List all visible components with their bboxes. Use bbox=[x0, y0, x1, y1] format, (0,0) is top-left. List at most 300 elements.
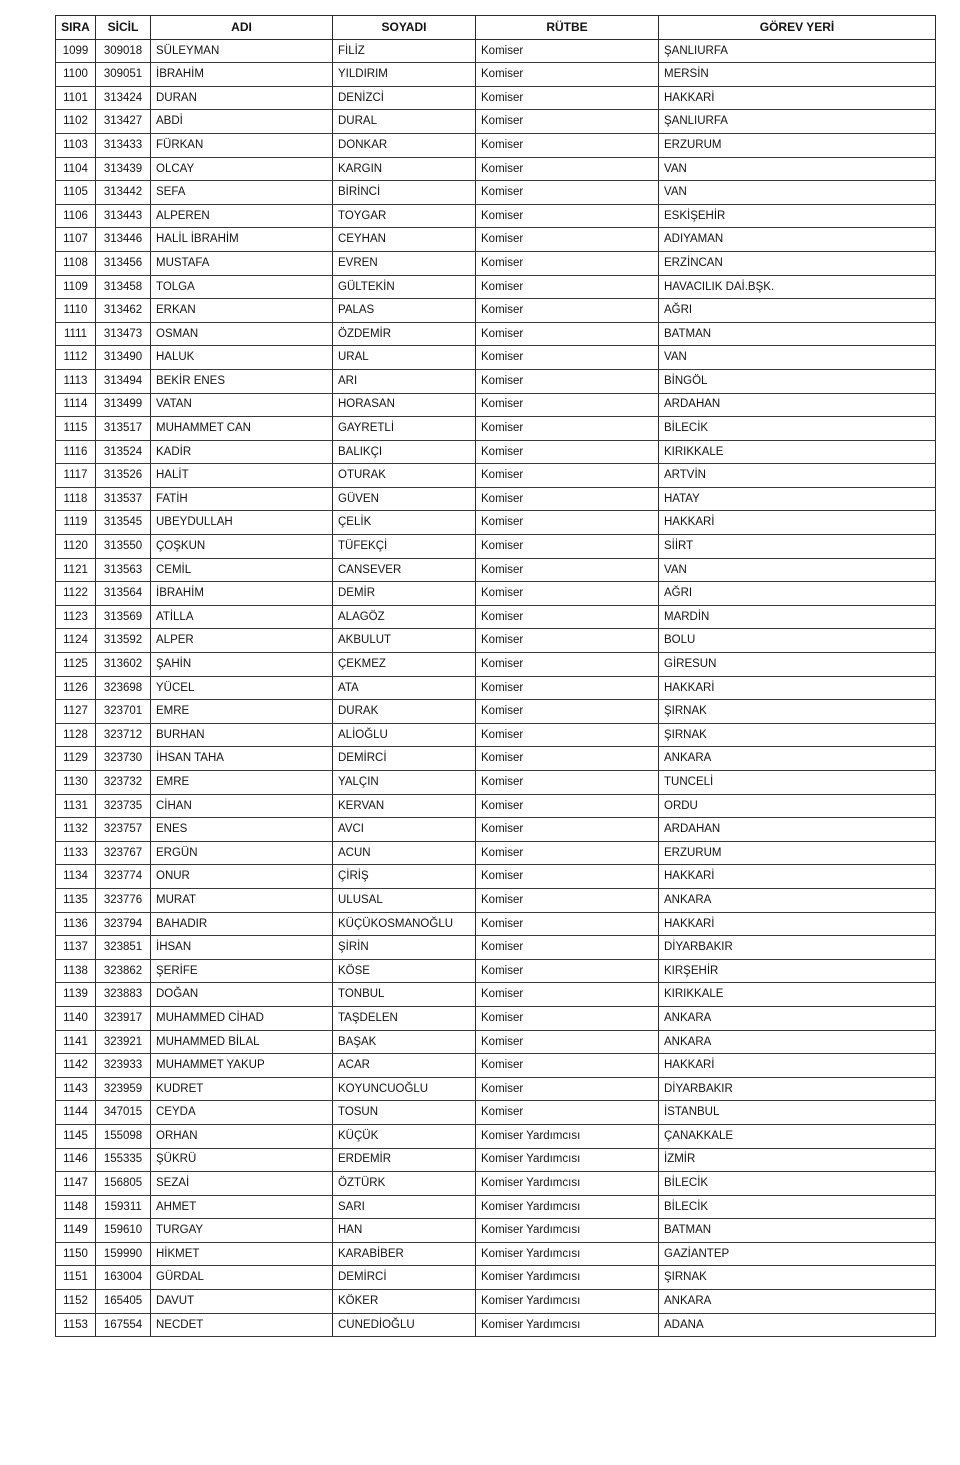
table-row bbox=[56, 1266, 936, 1290]
table-row bbox=[56, 63, 936, 87]
cell-rutbe: Komiser bbox=[476, 841, 659, 865]
cell-soyadi: ÖZTÜRK bbox=[333, 1172, 476, 1196]
table-row bbox=[56, 912, 936, 936]
cell-soyadi: ACUN bbox=[333, 841, 476, 865]
cell-gorev-yeri: DİYARBAKIR bbox=[659, 1077, 936, 1101]
cell-adi: HALUK bbox=[151, 346, 333, 370]
cell-soyadi: ÇELİK bbox=[333, 511, 476, 535]
cell-rutbe: Komiser bbox=[476, 865, 659, 889]
cell-soyadi: BALIKÇI bbox=[333, 440, 476, 464]
cell-sira: 1117 bbox=[56, 464, 96, 488]
cell-rutbe: Komiser Yardımcısı bbox=[476, 1124, 659, 1148]
cell-sicil: 323933 bbox=[96, 1054, 151, 1078]
cell-adi: İHSAN bbox=[151, 936, 333, 960]
cell-rutbe: Komiser bbox=[476, 747, 659, 771]
cell-gorev-yeri: ÇANAKKALE bbox=[659, 1124, 936, 1148]
cell-adi: TURGAY bbox=[151, 1219, 333, 1243]
cell-soyadi: DEMİR bbox=[333, 582, 476, 606]
cell-rutbe: Komiser bbox=[476, 228, 659, 252]
cell-gorev-yeri: ANKARA bbox=[659, 1006, 936, 1030]
cell-soyadi: KARGIN bbox=[333, 157, 476, 181]
cell-rutbe: Komiser bbox=[476, 299, 659, 323]
cell-gorev-yeri: ANKARA bbox=[659, 747, 936, 771]
cell-gorev-yeri: SİİRT bbox=[659, 535, 936, 559]
cell-rutbe: Komiser bbox=[476, 487, 659, 511]
cell-sira: 1127 bbox=[56, 700, 96, 724]
cell-rutbe: Komiser bbox=[476, 322, 659, 346]
cell-gorev-yeri: BİLECİK bbox=[659, 1195, 936, 1219]
cell-rutbe: Komiser bbox=[476, 794, 659, 818]
cell-rutbe: Komiser Yardımcısı bbox=[476, 1219, 659, 1243]
cell-soyadi: OTURAK bbox=[333, 464, 476, 488]
cell-sicil: 313592 bbox=[96, 629, 151, 653]
header-sicil: SİCİL bbox=[96, 16, 151, 40]
table-row bbox=[56, 723, 936, 747]
cell-soyadi: TOYGAR bbox=[333, 204, 476, 228]
cell-adi: TOLGA bbox=[151, 275, 333, 299]
cell-sira: 1111 bbox=[56, 322, 96, 346]
cell-sira: 1108 bbox=[56, 251, 96, 275]
cell-sicil: 313446 bbox=[96, 228, 151, 252]
table-row bbox=[56, 558, 936, 582]
cell-sicil: 323883 bbox=[96, 983, 151, 1007]
table-row bbox=[56, 841, 936, 865]
cell-sicil: 323712 bbox=[96, 723, 151, 747]
cell-sira: 1118 bbox=[56, 487, 96, 511]
cell-soyadi: AVCI bbox=[333, 818, 476, 842]
personnel-table bbox=[55, 15, 936, 1337]
cell-sira: 1103 bbox=[56, 133, 96, 157]
cell-soyadi: ALİOĞLU bbox=[333, 723, 476, 747]
cell-sicil: 323757 bbox=[96, 818, 151, 842]
cell-sicil: 313473 bbox=[96, 322, 151, 346]
cell-soyadi: KERVAN bbox=[333, 794, 476, 818]
cell-sira: 1114 bbox=[56, 393, 96, 417]
cell-soyadi: DENİZCİ bbox=[333, 86, 476, 110]
cell-soyadi: ATA bbox=[333, 676, 476, 700]
cell-sicil: 313442 bbox=[96, 181, 151, 205]
cell-sira: 1134 bbox=[56, 865, 96, 889]
cell-sicil: 313517 bbox=[96, 417, 151, 441]
cell-sicil: 323851 bbox=[96, 936, 151, 960]
table-row bbox=[56, 417, 936, 441]
cell-gorev-yeri: ARDAHAN bbox=[659, 818, 936, 842]
cell-rutbe: Komiser bbox=[476, 181, 659, 205]
cell-soyadi: TÜFEKÇİ bbox=[333, 535, 476, 559]
cell-soyadi: CUNEDİOĞLU bbox=[333, 1313, 476, 1337]
cell-gorev-yeri: MERSİN bbox=[659, 63, 936, 87]
cell-gorev-yeri: ARTVİN bbox=[659, 464, 936, 488]
cell-adi: CİHAN bbox=[151, 794, 333, 818]
cell-rutbe: Komiser bbox=[476, 535, 659, 559]
cell-adi: BURHAN bbox=[151, 723, 333, 747]
cell-sicil: 165405 bbox=[96, 1290, 151, 1314]
cell-adi: ALPER bbox=[151, 629, 333, 653]
cell-soyadi: TAŞDELEN bbox=[333, 1006, 476, 1030]
cell-adi: MURAT bbox=[151, 888, 333, 912]
cell-gorev-yeri: ŞANLIURFA bbox=[659, 39, 936, 63]
cell-rutbe: Komiser bbox=[476, 133, 659, 157]
cell-sicil: 159990 bbox=[96, 1242, 151, 1266]
cell-gorev-yeri: ERZURUM bbox=[659, 841, 936, 865]
cell-rutbe: Komiser bbox=[476, 275, 659, 299]
cell-soyadi: KÜÇÜKOSMANOĞLU bbox=[333, 912, 476, 936]
cell-soyadi: ÇEKMEZ bbox=[333, 653, 476, 677]
cell-rutbe: Komiser bbox=[476, 39, 659, 63]
table-row bbox=[56, 228, 936, 252]
cell-sicil: 313490 bbox=[96, 346, 151, 370]
cell-sira: 1126 bbox=[56, 676, 96, 700]
cell-soyadi: DEMİRCİ bbox=[333, 1266, 476, 1290]
cell-rutbe: Komiser bbox=[476, 204, 659, 228]
cell-gorev-yeri: HAKKARİ bbox=[659, 865, 936, 889]
cell-gorev-yeri: BİLECİK bbox=[659, 417, 936, 441]
cell-adi: MUHAMMET CAN bbox=[151, 417, 333, 441]
cell-adi: UBEYDULLAH bbox=[151, 511, 333, 535]
cell-adi: DOĞAN bbox=[151, 983, 333, 1007]
cell-gorev-yeri: ANKARA bbox=[659, 1290, 936, 1314]
cell-sicil: 323959 bbox=[96, 1077, 151, 1101]
header-sira: SIRA bbox=[56, 16, 96, 40]
cell-adi: OLCAY bbox=[151, 157, 333, 181]
cell-soyadi: ERDEMİR bbox=[333, 1148, 476, 1172]
cell-sicil: 309018 bbox=[96, 39, 151, 63]
cell-sicil: 156805 bbox=[96, 1172, 151, 1196]
cell-soyadi: PALAS bbox=[333, 299, 476, 323]
cell-sicil: 159311 bbox=[96, 1195, 151, 1219]
table-row bbox=[56, 369, 936, 393]
table-row bbox=[56, 771, 936, 795]
cell-soyadi: ÖZDEMİR bbox=[333, 322, 476, 346]
cell-adi: ŞERİFE bbox=[151, 959, 333, 983]
cell-sira: 1130 bbox=[56, 771, 96, 795]
cell-gorev-yeri: ŞIRNAK bbox=[659, 1266, 936, 1290]
cell-adi: ORHAN bbox=[151, 1124, 333, 1148]
cell-sicil: 159610 bbox=[96, 1219, 151, 1243]
cell-sira: 1101 bbox=[56, 86, 96, 110]
cell-adi: ÇOŞKUN bbox=[151, 535, 333, 559]
cell-gorev-yeri: ŞIRNAK bbox=[659, 723, 936, 747]
cell-rutbe: Komiser bbox=[476, 1006, 659, 1030]
cell-sira: 1132 bbox=[56, 818, 96, 842]
table-row bbox=[56, 1290, 936, 1314]
cell-gorev-yeri: ORDU bbox=[659, 794, 936, 818]
table-row bbox=[56, 1148, 936, 1172]
cell-rutbe: Komiser Yardımcısı bbox=[476, 1242, 659, 1266]
cell-sira: 1144 bbox=[56, 1101, 96, 1125]
cell-sicil: 313427 bbox=[96, 110, 151, 134]
cell-adi: GÜRDAL bbox=[151, 1266, 333, 1290]
cell-rutbe: Komiser bbox=[476, 346, 659, 370]
cell-rutbe: Komiser Yardımcısı bbox=[476, 1313, 659, 1337]
table-row bbox=[56, 110, 936, 134]
table-row bbox=[56, 511, 936, 535]
cell-sicil: 167554 bbox=[96, 1313, 151, 1337]
cell-sira: 1116 bbox=[56, 440, 96, 464]
cell-sicil: 313433 bbox=[96, 133, 151, 157]
cell-soyadi: FİLİZ bbox=[333, 39, 476, 63]
table-row bbox=[56, 275, 936, 299]
cell-soyadi: ARI bbox=[333, 369, 476, 393]
table-row bbox=[56, 1313, 936, 1337]
cell-adi: HALİL İBRAHİM bbox=[151, 228, 333, 252]
cell-sicil: 323917 bbox=[96, 1006, 151, 1030]
cell-sira: 1119 bbox=[56, 511, 96, 535]
cell-adi: SÜLEYMAN bbox=[151, 39, 333, 63]
cell-sira: 1142 bbox=[56, 1054, 96, 1078]
cell-adi: CEYDA bbox=[151, 1101, 333, 1125]
cell-sira: 1100 bbox=[56, 63, 96, 87]
header-adi: ADI bbox=[151, 16, 333, 40]
cell-sira: 1137 bbox=[56, 936, 96, 960]
cell-sicil: 163004 bbox=[96, 1266, 151, 1290]
cell-sira: 1124 bbox=[56, 629, 96, 653]
cell-adi: ALPEREN bbox=[151, 204, 333, 228]
table-row bbox=[56, 888, 936, 912]
table-row bbox=[56, 440, 936, 464]
table-row bbox=[56, 794, 936, 818]
cell-gorev-yeri: KIRIKKALE bbox=[659, 983, 936, 1007]
cell-sicil: 313443 bbox=[96, 204, 151, 228]
cell-adi: İHSAN TAHA bbox=[151, 747, 333, 771]
cell-gorev-yeri: HAVACILIK DAİ.BŞK. bbox=[659, 275, 936, 299]
cell-sira: 1131 bbox=[56, 794, 96, 818]
cell-sicil: 313462 bbox=[96, 299, 151, 323]
cell-soyadi: GÜVEN bbox=[333, 487, 476, 511]
cell-soyadi: TONBUL bbox=[333, 983, 476, 1007]
cell-sira: 1105 bbox=[56, 181, 96, 205]
cell-adi: HALİT bbox=[151, 464, 333, 488]
cell-sira: 1153 bbox=[56, 1313, 96, 1337]
cell-gorev-yeri: HAKKARİ bbox=[659, 676, 936, 700]
table-row bbox=[56, 605, 936, 629]
cell-soyadi: ALAGÖZ bbox=[333, 605, 476, 629]
table-row bbox=[56, 299, 936, 323]
table-row bbox=[56, 157, 936, 181]
table-row bbox=[56, 39, 936, 63]
cell-gorev-yeri: VAN bbox=[659, 346, 936, 370]
cell-rutbe: Komiser bbox=[476, 1030, 659, 1054]
cell-sicil: 313602 bbox=[96, 653, 151, 677]
cell-soyadi: KOYUNCUOĞLU bbox=[333, 1077, 476, 1101]
cell-gorev-yeri: ARDAHAN bbox=[659, 393, 936, 417]
cell-sicil: 323767 bbox=[96, 841, 151, 865]
cell-rutbe: Komiser Yardımcısı bbox=[476, 1195, 659, 1219]
cell-soyadi: DONKAR bbox=[333, 133, 476, 157]
cell-gorev-yeri: ŞIRNAK bbox=[659, 700, 936, 724]
cell-adi: KUDRET bbox=[151, 1077, 333, 1101]
cell-soyadi: DEMİRCİ bbox=[333, 747, 476, 771]
table-row bbox=[56, 464, 936, 488]
cell-adi: MUHAMMED BİLAL bbox=[151, 1030, 333, 1054]
cell-sira: 1109 bbox=[56, 275, 96, 299]
cell-sicil: 313564 bbox=[96, 582, 151, 606]
table-row bbox=[56, 1054, 936, 1078]
cell-gorev-yeri: ADANA bbox=[659, 1313, 936, 1337]
table-row bbox=[56, 865, 936, 889]
cell-sicil: 313499 bbox=[96, 393, 151, 417]
table-row bbox=[56, 1101, 936, 1125]
cell-sicil: 313524 bbox=[96, 440, 151, 464]
cell-gorev-yeri: BATMAN bbox=[659, 1219, 936, 1243]
cell-adi: ABDİ bbox=[151, 110, 333, 134]
cell-sicil: 155335 bbox=[96, 1148, 151, 1172]
cell-rutbe: Komiser bbox=[476, 959, 659, 983]
cell-rutbe: Komiser bbox=[476, 653, 659, 677]
cell-sira: 1149 bbox=[56, 1219, 96, 1243]
cell-sira: 1145 bbox=[56, 1124, 96, 1148]
cell-soyadi: HORASAN bbox=[333, 393, 476, 417]
table-row bbox=[56, 346, 936, 370]
cell-sicil: 323732 bbox=[96, 771, 151, 795]
cell-soyadi: YALÇIN bbox=[333, 771, 476, 795]
table-row bbox=[56, 487, 936, 511]
table-row bbox=[56, 322, 936, 346]
table-row bbox=[56, 936, 936, 960]
table-row bbox=[56, 1077, 936, 1101]
cell-rutbe: Komiser bbox=[476, 369, 659, 393]
table-row bbox=[56, 535, 936, 559]
cell-rutbe: Komiser bbox=[476, 1101, 659, 1125]
cell-gorev-yeri: ŞANLIURFA bbox=[659, 110, 936, 134]
cell-sira: 1148 bbox=[56, 1195, 96, 1219]
table-row bbox=[56, 1172, 936, 1196]
cell-adi: EMRE bbox=[151, 771, 333, 795]
cell-gorev-yeri: GAZİANTEP bbox=[659, 1242, 936, 1266]
cell-gorev-yeri: HAKKARİ bbox=[659, 1054, 936, 1078]
cell-sicil: 313537 bbox=[96, 487, 151, 511]
cell-adi: BEKİR ENES bbox=[151, 369, 333, 393]
cell-sira: 1121 bbox=[56, 558, 96, 582]
cell-rutbe: Komiser bbox=[476, 464, 659, 488]
table-row bbox=[56, 983, 936, 1007]
cell-sicil: 323774 bbox=[96, 865, 151, 889]
cell-soyadi: DURAK bbox=[333, 700, 476, 724]
cell-sira: 1112 bbox=[56, 346, 96, 370]
cell-adi: BAHADIR bbox=[151, 912, 333, 936]
cell-sira: 1136 bbox=[56, 912, 96, 936]
table-row bbox=[56, 653, 936, 677]
cell-sicil: 313424 bbox=[96, 86, 151, 110]
header-row bbox=[56, 16, 936, 40]
cell-sicil: 323698 bbox=[96, 676, 151, 700]
cell-adi: CEMİL bbox=[151, 558, 333, 582]
cell-gorev-yeri: ERZURUM bbox=[659, 133, 936, 157]
cell-soyadi: YILDIRIM bbox=[333, 63, 476, 87]
table-body bbox=[56, 39, 936, 1337]
cell-sicil: 323730 bbox=[96, 747, 151, 771]
table-row bbox=[56, 204, 936, 228]
table-row bbox=[56, 676, 936, 700]
cell-rutbe: Komiser bbox=[476, 936, 659, 960]
cell-soyadi: ŞİRİN bbox=[333, 936, 476, 960]
cell-sicil: 323735 bbox=[96, 794, 151, 818]
cell-soyadi: ACAR bbox=[333, 1054, 476, 1078]
cell-sira: 1133 bbox=[56, 841, 96, 865]
cell-sicil: 323701 bbox=[96, 700, 151, 724]
cell-soyadi: ÇİRİŞ bbox=[333, 865, 476, 889]
cell-rutbe: Komiser bbox=[476, 818, 659, 842]
cell-rutbe: Komiser bbox=[476, 700, 659, 724]
cell-sicil: 313550 bbox=[96, 535, 151, 559]
cell-rutbe: Komiser bbox=[476, 440, 659, 464]
cell-sicil: 323794 bbox=[96, 912, 151, 936]
cell-sicil: 347015 bbox=[96, 1101, 151, 1125]
cell-sicil: 155098 bbox=[96, 1124, 151, 1148]
cell-gorev-yeri: ADIYAMAN bbox=[659, 228, 936, 252]
cell-rutbe: Komiser bbox=[476, 912, 659, 936]
table-row bbox=[56, 1219, 936, 1243]
cell-gorev-yeri: ANKARA bbox=[659, 1030, 936, 1054]
cell-rutbe: Komiser bbox=[476, 157, 659, 181]
cell-soyadi: KÖKER bbox=[333, 1290, 476, 1314]
cell-sira: 1146 bbox=[56, 1148, 96, 1172]
cell-soyadi: CEYHAN bbox=[333, 228, 476, 252]
cell-soyadi: EVREN bbox=[333, 251, 476, 275]
table-row bbox=[56, 251, 936, 275]
cell-adi: FATİH bbox=[151, 487, 333, 511]
cell-rutbe: Komiser bbox=[476, 771, 659, 795]
cell-sicil: 313439 bbox=[96, 157, 151, 181]
cell-gorev-yeri: KIRIKKALE bbox=[659, 440, 936, 464]
header-gorev-yeri: GÖREV YERİ bbox=[659, 16, 936, 40]
cell-adi: YÜCEL bbox=[151, 676, 333, 700]
cell-soyadi: TOSUN bbox=[333, 1101, 476, 1125]
cell-adi: ENES bbox=[151, 818, 333, 842]
cell-sira: 1120 bbox=[56, 535, 96, 559]
cell-sira: 1135 bbox=[56, 888, 96, 912]
cell-sira: 1150 bbox=[56, 1242, 96, 1266]
cell-adi: OSMAN bbox=[151, 322, 333, 346]
cell-sira: 1128 bbox=[56, 723, 96, 747]
cell-gorev-yeri: VAN bbox=[659, 558, 936, 582]
cell-sira: 1140 bbox=[56, 1006, 96, 1030]
cell-rutbe: Komiser Yardımcısı bbox=[476, 1148, 659, 1172]
cell-rutbe: Komiser bbox=[476, 251, 659, 275]
cell-gorev-yeri: ANKARA bbox=[659, 888, 936, 912]
cell-sicil: 323921 bbox=[96, 1030, 151, 1054]
cell-rutbe: Komiser bbox=[476, 723, 659, 747]
table-row bbox=[56, 1006, 936, 1030]
table-row bbox=[56, 393, 936, 417]
cell-adi: DAVUT bbox=[151, 1290, 333, 1314]
cell-sicil: 313545 bbox=[96, 511, 151, 535]
cell-adi: HİKMET bbox=[151, 1242, 333, 1266]
cell-sira: 1104 bbox=[56, 157, 96, 181]
cell-rutbe: Komiser bbox=[476, 511, 659, 535]
cell-gorev-yeri: HAKKARİ bbox=[659, 912, 936, 936]
cell-sira: 1107 bbox=[56, 228, 96, 252]
cell-sira: 1141 bbox=[56, 1030, 96, 1054]
cell-sicil: 309051 bbox=[96, 63, 151, 87]
cell-sira: 1143 bbox=[56, 1077, 96, 1101]
table-row bbox=[56, 133, 936, 157]
cell-sira: 1139 bbox=[56, 983, 96, 1007]
cell-gorev-yeri: MARDİN bbox=[659, 605, 936, 629]
cell-adi: ERGÜN bbox=[151, 841, 333, 865]
cell-sira: 1102 bbox=[56, 110, 96, 134]
header-rutbe: RÜTBE bbox=[476, 16, 659, 40]
cell-gorev-yeri: TUNCELİ bbox=[659, 771, 936, 795]
cell-soyadi: CANSEVER bbox=[333, 558, 476, 582]
cell-gorev-yeri: VAN bbox=[659, 157, 936, 181]
table-row bbox=[56, 959, 936, 983]
cell-rutbe: Komiser Yardımcısı bbox=[476, 1266, 659, 1290]
cell-sira: 1129 bbox=[56, 747, 96, 771]
cell-soyadi: DURAL bbox=[333, 110, 476, 134]
cell-sicil: 313494 bbox=[96, 369, 151, 393]
cell-adi: ŞÜKRÜ bbox=[151, 1148, 333, 1172]
